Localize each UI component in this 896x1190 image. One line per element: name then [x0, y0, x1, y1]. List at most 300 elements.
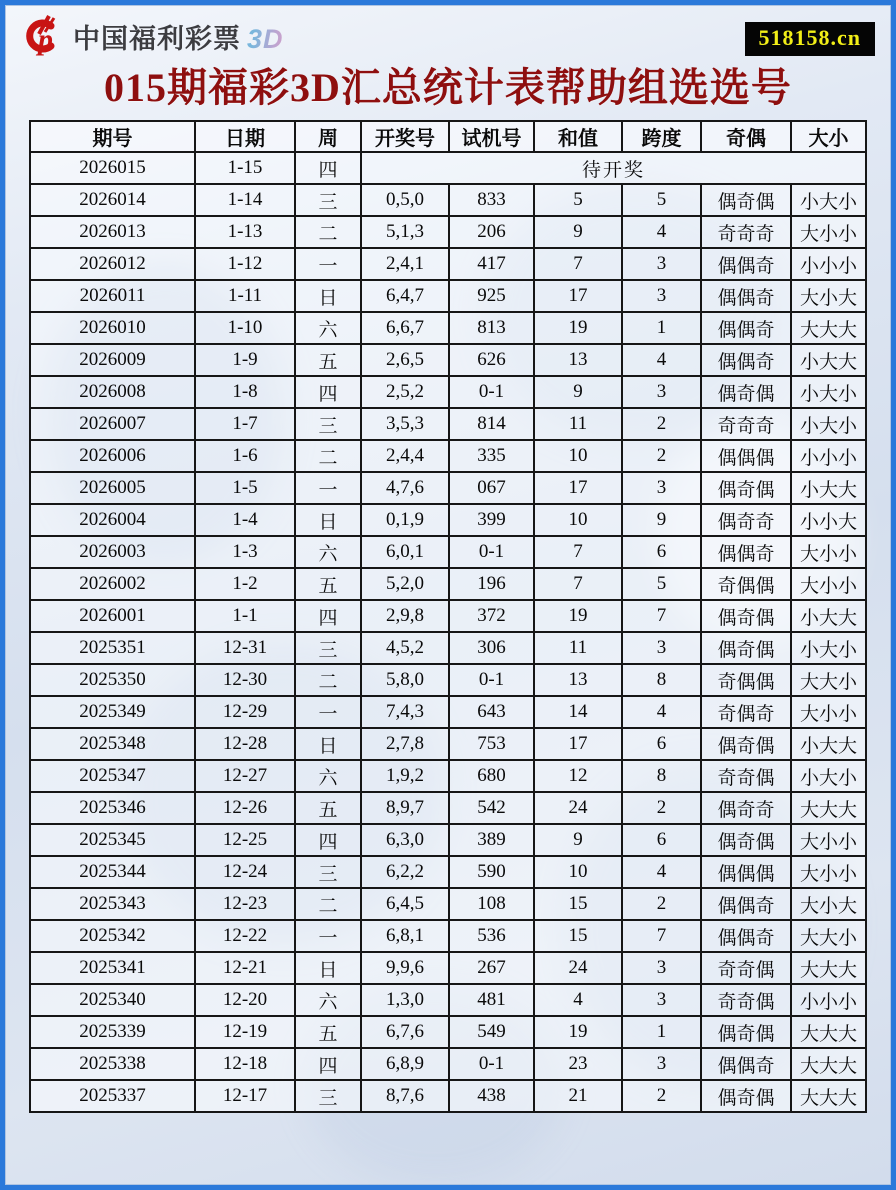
- cell-week: 四: [295, 376, 361, 408]
- cell-parity: 偶奇偶: [701, 376, 791, 408]
- cell-week: 五: [295, 1016, 361, 1048]
- cell-span: 4: [622, 856, 701, 888]
- cell-date: 1-1: [195, 600, 295, 632]
- cell-test-number: 067: [449, 472, 534, 504]
- cell-date: 12-19: [195, 1016, 295, 1048]
- cell-draw-numbers: 6,8,1: [361, 920, 449, 952]
- cell-sum: 24: [534, 952, 622, 984]
- cell-span: 7: [622, 600, 701, 632]
- cell-test-number: 481: [449, 984, 534, 1016]
- cell-size: 小大小: [791, 760, 866, 792]
- cell-size: 大小小: [791, 696, 866, 728]
- column-header: 期号: [30, 121, 195, 152]
- cell-sum: 10: [534, 856, 622, 888]
- cell-test-number: 108: [449, 888, 534, 920]
- cell-parity: 偶奇偶: [701, 1080, 791, 1112]
- table-row: [30, 1048, 866, 1080]
- cell-draw-numbers: 8,7,6: [361, 1080, 449, 1112]
- cell-test-number: 267: [449, 952, 534, 984]
- cell-span: 4: [622, 696, 701, 728]
- cell-week: 日: [295, 728, 361, 760]
- cell-draw-numbers: 2,4,4: [361, 440, 449, 472]
- cell-span: 4: [622, 216, 701, 248]
- cell-sum: 9: [534, 376, 622, 408]
- cell-draw-numbers: 1,3,0: [361, 984, 449, 1016]
- cell-sum: 7: [534, 248, 622, 280]
- cell-test-number: 542: [449, 792, 534, 824]
- cell-draw-numbers: 5,1,3: [361, 216, 449, 248]
- cell-draw-numbers: 6,0,1: [361, 536, 449, 568]
- table-row: [30, 984, 866, 1016]
- cell-draw-numbers: 2,9,8: [361, 600, 449, 632]
- cell-test-number: 438: [449, 1080, 534, 1112]
- cell-span: 2: [622, 440, 701, 472]
- cell-size: 小大大: [791, 728, 866, 760]
- cell-span: 8: [622, 760, 701, 792]
- cell-date: 12-27: [195, 760, 295, 792]
- table-row: [30, 952, 866, 984]
- table-row: [30, 1016, 866, 1048]
- table-row: [30, 664, 866, 696]
- cell-date: 1-14: [195, 184, 295, 216]
- cell-size: 大大大: [791, 952, 866, 984]
- cell-test-number: 417: [449, 248, 534, 280]
- cell-issue: 2026002: [30, 568, 195, 600]
- cell-week: 四: [295, 600, 361, 632]
- cell-sum: 14: [534, 696, 622, 728]
- cell-size: 大大大: [791, 792, 866, 824]
- cell-parity: 偶奇偶: [701, 184, 791, 216]
- cell-parity: 偶奇偶: [701, 1016, 791, 1048]
- cell-date: 12-21: [195, 952, 295, 984]
- cell-span: 3: [622, 280, 701, 312]
- cell-parity: 偶奇偶: [701, 600, 791, 632]
- cell-parity: 偶偶奇: [701, 280, 791, 312]
- cell-date: 1-5: [195, 472, 295, 504]
- cell-parity: 偶奇偶: [701, 728, 791, 760]
- cell-sum: 19: [534, 312, 622, 344]
- cell-week: 一: [295, 696, 361, 728]
- cell-sum: 13: [534, 664, 622, 696]
- cell-date: 12-25: [195, 824, 295, 856]
- cell-week: 二: [295, 664, 361, 696]
- cell-draw-numbers: 6,7,6: [361, 1016, 449, 1048]
- column-header: 和值: [534, 121, 622, 152]
- cell-date: 1-15: [195, 152, 295, 184]
- cell-parity: 奇偶偶: [701, 664, 791, 696]
- cell-parity: 偶奇偶: [701, 632, 791, 664]
- cell-test-number: 0-1: [449, 664, 534, 696]
- cell-test-number: 549: [449, 1016, 534, 1048]
- cell-draw-numbers: 5,8,0: [361, 664, 449, 696]
- table-row: [30, 920, 866, 952]
- cwl-logo-icon: [21, 12, 65, 61]
- column-header: 奇偶: [701, 121, 791, 152]
- cell-parity: 奇偶奇: [701, 696, 791, 728]
- cell-parity: 偶偶奇: [701, 1048, 791, 1080]
- column-header: 开奖号: [361, 121, 449, 152]
- cell-parity: 偶偶奇: [701, 344, 791, 376]
- cell-sum: 5: [534, 184, 622, 216]
- cell-test-number: 335: [449, 440, 534, 472]
- cell-span: 3: [622, 952, 701, 984]
- cell-span: 4: [622, 344, 701, 376]
- logo-brand-text: 中国福利彩票 3D: [73, 24, 284, 54]
- svg-text:p: p: [38, 23, 53, 56]
- logo-3d-text: 3D: [247, 24, 284, 54]
- site-badge: 518158.cn: [745, 22, 876, 56]
- cell-week: 三: [295, 184, 361, 216]
- cell-draw-numbers: 6,3,0: [361, 824, 449, 856]
- cell-issue: 2025347: [30, 760, 195, 792]
- cell-date: 1-7: [195, 408, 295, 440]
- cell-date: 12-31: [195, 632, 295, 664]
- cell-span: 5: [622, 184, 701, 216]
- cell-sum: 13: [534, 344, 622, 376]
- cell-date: 12-22: [195, 920, 295, 952]
- column-header: 跨度: [622, 121, 701, 152]
- cell-span: 3: [622, 376, 701, 408]
- cell-parity: 偶偶奇: [701, 920, 791, 952]
- cell-issue: 2026009: [30, 344, 195, 376]
- cell-size: 大小大: [791, 280, 866, 312]
- cell-issue: 2025346: [30, 792, 195, 824]
- cell-sum: 24: [534, 792, 622, 824]
- cell-draw-numbers: 8,9,7: [361, 792, 449, 824]
- cell-week: 三: [295, 632, 361, 664]
- cell-draw-numbers: 2,7,8: [361, 728, 449, 760]
- table-row: [30, 600, 866, 632]
- cell-size: 小大小: [791, 408, 866, 440]
- cell-span: 6: [622, 536, 701, 568]
- table-body: [30, 152, 866, 1112]
- cell-size: 大小小: [791, 536, 866, 568]
- cell-date: 1-3: [195, 536, 295, 568]
- cell-issue: 2025351: [30, 632, 195, 664]
- table-row: [30, 632, 866, 664]
- table-row: [30, 888, 866, 920]
- cell-span: 3: [622, 248, 701, 280]
- table-row: [30, 440, 866, 472]
- cell-sum: 23: [534, 1048, 622, 1080]
- column-header: 周: [295, 121, 361, 152]
- cell-span: 2: [622, 888, 701, 920]
- table-row: [30, 696, 866, 728]
- cell-date: 1-12: [195, 248, 295, 280]
- cell-date: 12-26: [195, 792, 295, 824]
- cell-size: 小大小: [791, 184, 866, 216]
- cell-test-number: 399: [449, 504, 534, 536]
- cell-size: 大大大: [791, 312, 866, 344]
- cell-week: 六: [295, 984, 361, 1016]
- cell-size: 小大小: [791, 632, 866, 664]
- cell-size: 小大大: [791, 472, 866, 504]
- cell-date: 12-29: [195, 696, 295, 728]
- cell-size: 小大大: [791, 600, 866, 632]
- cell-issue: 2026011: [30, 280, 195, 312]
- cell-week: 四: [295, 824, 361, 856]
- cell-date: 1-8: [195, 376, 295, 408]
- cell-week: 日: [295, 280, 361, 312]
- cell-date: 12-20: [195, 984, 295, 1016]
- cell-sum: 7: [534, 536, 622, 568]
- cell-issue: 2025345: [30, 824, 195, 856]
- cell-draw-numbers: 2,4,1: [361, 248, 449, 280]
- cell-draw-numbers: 0,5,0: [361, 184, 449, 216]
- cell-week: 日: [295, 952, 361, 984]
- cell-size: 大小小: [791, 216, 866, 248]
- cell-test-number: 372: [449, 600, 534, 632]
- table-row: [30, 344, 866, 376]
- cell-test-number: 0-1: [449, 1048, 534, 1080]
- cell-issue: 2026003: [30, 536, 195, 568]
- cell-draw-numbers: 6,2,2: [361, 856, 449, 888]
- cell-issue: 2025339: [30, 1016, 195, 1048]
- cell-pending-status: 待开奖: [361, 152, 866, 184]
- table-row: [30, 824, 866, 856]
- cell-test-number: 813: [449, 312, 534, 344]
- cell-parity: 偶奇奇: [701, 792, 791, 824]
- cell-date: 12-30: [195, 664, 295, 696]
- cell-issue: 2026004: [30, 504, 195, 536]
- cell-draw-numbers: 6,4,7: [361, 280, 449, 312]
- cell-week: 三: [295, 1080, 361, 1112]
- cell-issue: 2025338: [30, 1048, 195, 1080]
- cell-sum: 21: [534, 1080, 622, 1112]
- cell-parity: 奇奇奇: [701, 408, 791, 440]
- cell-parity: 奇奇偶: [701, 760, 791, 792]
- cell-issue: 2026006: [30, 440, 195, 472]
- cell-week: 一: [295, 472, 361, 504]
- cell-issue: 2025343: [30, 888, 195, 920]
- cell-issue: 2025350: [30, 664, 195, 696]
- table-row: [30, 856, 866, 888]
- cell-issue: 2026010: [30, 312, 195, 344]
- cell-draw-numbers: 2,5,2: [361, 376, 449, 408]
- cell-draw-numbers: 5,2,0: [361, 568, 449, 600]
- table-row: [30, 472, 866, 504]
- cell-test-number: 590: [449, 856, 534, 888]
- cell-date: 1-6: [195, 440, 295, 472]
- cell-issue: 2026013: [30, 216, 195, 248]
- cell-sum: 9: [534, 824, 622, 856]
- cell-week: 三: [295, 408, 361, 440]
- cell-size: 大大小: [791, 920, 866, 952]
- cell-sum: 11: [534, 632, 622, 664]
- cell-week: 二: [295, 888, 361, 920]
- cell-parity: 奇奇偶: [701, 952, 791, 984]
- cell-week: 六: [295, 312, 361, 344]
- cell-date: 1-13: [195, 216, 295, 248]
- cell-issue: 2025348: [30, 728, 195, 760]
- cell-size: 小大大: [791, 344, 866, 376]
- cell-span: 5: [622, 568, 701, 600]
- cell-parity: 偶偶奇: [701, 536, 791, 568]
- cell-week: 四: [295, 1048, 361, 1080]
- cell-week: 四: [295, 152, 361, 184]
- cell-sum: 4: [534, 984, 622, 1016]
- cell-test-number: 0-1: [449, 376, 534, 408]
- cell-issue: 2026014: [30, 184, 195, 216]
- cell-sum: 19: [534, 600, 622, 632]
- cell-size: 大小小: [791, 568, 866, 600]
- table-row: [30, 248, 866, 280]
- table-row: [30, 216, 866, 248]
- cell-size: 小小小: [791, 984, 866, 1016]
- cell-span: 3: [622, 632, 701, 664]
- cell-sum: 17: [534, 728, 622, 760]
- cell-week: 日: [295, 504, 361, 536]
- table-row: [30, 152, 866, 184]
- table-row: [30, 504, 866, 536]
- cell-span: 1: [622, 312, 701, 344]
- cell-parity: 偶偶奇: [701, 248, 791, 280]
- table-row: [30, 408, 866, 440]
- cell-issue: 2025349: [30, 696, 195, 728]
- cell-draw-numbers: 4,5,2: [361, 632, 449, 664]
- cell-parity: 奇奇偶: [701, 984, 791, 1016]
- cell-week: 五: [295, 344, 361, 376]
- masthead: [5, 5, 891, 62]
- table-row: [30, 376, 866, 408]
- cell-draw-numbers: 1,9,2: [361, 760, 449, 792]
- cell-date: 1-4: [195, 504, 295, 536]
- table-row: [30, 536, 866, 568]
- cell-date: 12-23: [195, 888, 295, 920]
- cell-parity: 偶奇偶: [701, 824, 791, 856]
- cell-draw-numbers: 0,1,9: [361, 504, 449, 536]
- cell-test-number: 833: [449, 184, 534, 216]
- cell-test-number: 206: [449, 216, 534, 248]
- cell-draw-numbers: 6,4,5: [361, 888, 449, 920]
- cell-span: 3: [622, 984, 701, 1016]
- cell-draw-numbers: 4,7,6: [361, 472, 449, 504]
- cell-week: 二: [295, 216, 361, 248]
- cell-issue: 2026015: [30, 152, 195, 184]
- table-row: [30, 312, 866, 344]
- cell-test-number: 925: [449, 280, 534, 312]
- cell-sum: 15: [534, 888, 622, 920]
- cell-date: 1-2: [195, 568, 295, 600]
- table-row: [30, 184, 866, 216]
- cell-span: 3: [622, 1048, 701, 1080]
- cell-parity: 偶偶偶: [701, 856, 791, 888]
- cell-sum: 7: [534, 568, 622, 600]
- cell-issue: 2025342: [30, 920, 195, 952]
- cell-draw-numbers: 9,9,6: [361, 952, 449, 984]
- cell-issue: 2026008: [30, 376, 195, 408]
- cell-date: 12-28: [195, 728, 295, 760]
- cell-date: 1-11: [195, 280, 295, 312]
- cell-test-number: 626: [449, 344, 534, 376]
- cell-test-number: 643: [449, 696, 534, 728]
- cell-size: 大大小: [791, 664, 866, 696]
- cell-week: 一: [295, 920, 361, 952]
- cell-span: 2: [622, 792, 701, 824]
- cell-issue: 2025340: [30, 984, 195, 1016]
- cell-test-number: 753: [449, 728, 534, 760]
- cell-date: 12-18: [195, 1048, 295, 1080]
- cell-date: 1-9: [195, 344, 295, 376]
- cell-issue: 2026005: [30, 472, 195, 504]
- cell-size: 小大小: [791, 376, 866, 408]
- cell-draw-numbers: 6,6,7: [361, 312, 449, 344]
- cell-week: 三: [295, 856, 361, 888]
- cell-draw-numbers: 2,6,5: [361, 344, 449, 376]
- cell-date: 1-10: [195, 312, 295, 344]
- cell-issue: 2026007: [30, 408, 195, 440]
- cell-test-number: 306: [449, 632, 534, 664]
- cell-sum: 11: [534, 408, 622, 440]
- cell-size: 小小小: [791, 248, 866, 280]
- cell-test-number: 389: [449, 824, 534, 856]
- cell-test-number: 814: [449, 408, 534, 440]
- table-row: [30, 280, 866, 312]
- cell-span: 1: [622, 1016, 701, 1048]
- column-header: 大小: [791, 121, 866, 152]
- cell-sum: 17: [534, 280, 622, 312]
- cell-size: 小小小: [791, 440, 866, 472]
- cell-sum: 17: [534, 472, 622, 504]
- cell-parity: 偶偶偶: [701, 440, 791, 472]
- cell-sum: 12: [534, 760, 622, 792]
- cell-span: 2: [622, 1080, 701, 1112]
- cell-issue: 2026012: [30, 248, 195, 280]
- cell-issue: 2025344: [30, 856, 195, 888]
- table-row: [30, 728, 866, 760]
- cell-span: 8: [622, 664, 701, 696]
- cell-issue: 2025337: [30, 1080, 195, 1112]
- cell-size: 大小小: [791, 856, 866, 888]
- cell-draw-numbers: 3,5,3: [361, 408, 449, 440]
- cell-date: 12-17: [195, 1080, 295, 1112]
- cell-week: 一: [295, 248, 361, 280]
- cell-draw-numbers: 6,8,9: [361, 1048, 449, 1080]
- cell-test-number: 196: [449, 568, 534, 600]
- header-row: [30, 121, 866, 152]
- table-row: [30, 568, 866, 600]
- cell-issue: 2025341: [30, 952, 195, 984]
- lottery-table: [29, 120, 867, 1113]
- cell-sum: 9: [534, 216, 622, 248]
- cell-parity: 偶偶奇: [701, 312, 791, 344]
- column-header: 试机号: [449, 121, 534, 152]
- cell-size: 大大大: [791, 1048, 866, 1080]
- cell-week: 五: [295, 568, 361, 600]
- cell-date: 12-24: [195, 856, 295, 888]
- cell-size: 大小小: [791, 824, 866, 856]
- cell-parity: 奇奇奇: [701, 216, 791, 248]
- cell-span: 2: [622, 408, 701, 440]
- cell-span: 6: [622, 824, 701, 856]
- cell-week: 二: [295, 440, 361, 472]
- cell-size: 大小大: [791, 888, 866, 920]
- cell-parity: 偶偶奇: [701, 888, 791, 920]
- cell-week: 六: [295, 760, 361, 792]
- cell-sum: 10: [534, 440, 622, 472]
- cell-span: 9: [622, 504, 701, 536]
- cell-test-number: 680: [449, 760, 534, 792]
- cell-sum: 10: [534, 504, 622, 536]
- cell-size: 大大大: [791, 1016, 866, 1048]
- logo: [21, 12, 284, 61]
- cell-sum: 15: [534, 920, 622, 952]
- cell-size: 大大大: [791, 1080, 866, 1112]
- cell-draw-numbers: 7,4,3: [361, 696, 449, 728]
- cell-parity: 奇偶偶: [701, 568, 791, 600]
- table-row: [30, 760, 866, 792]
- cell-test-number: 0-1: [449, 536, 534, 568]
